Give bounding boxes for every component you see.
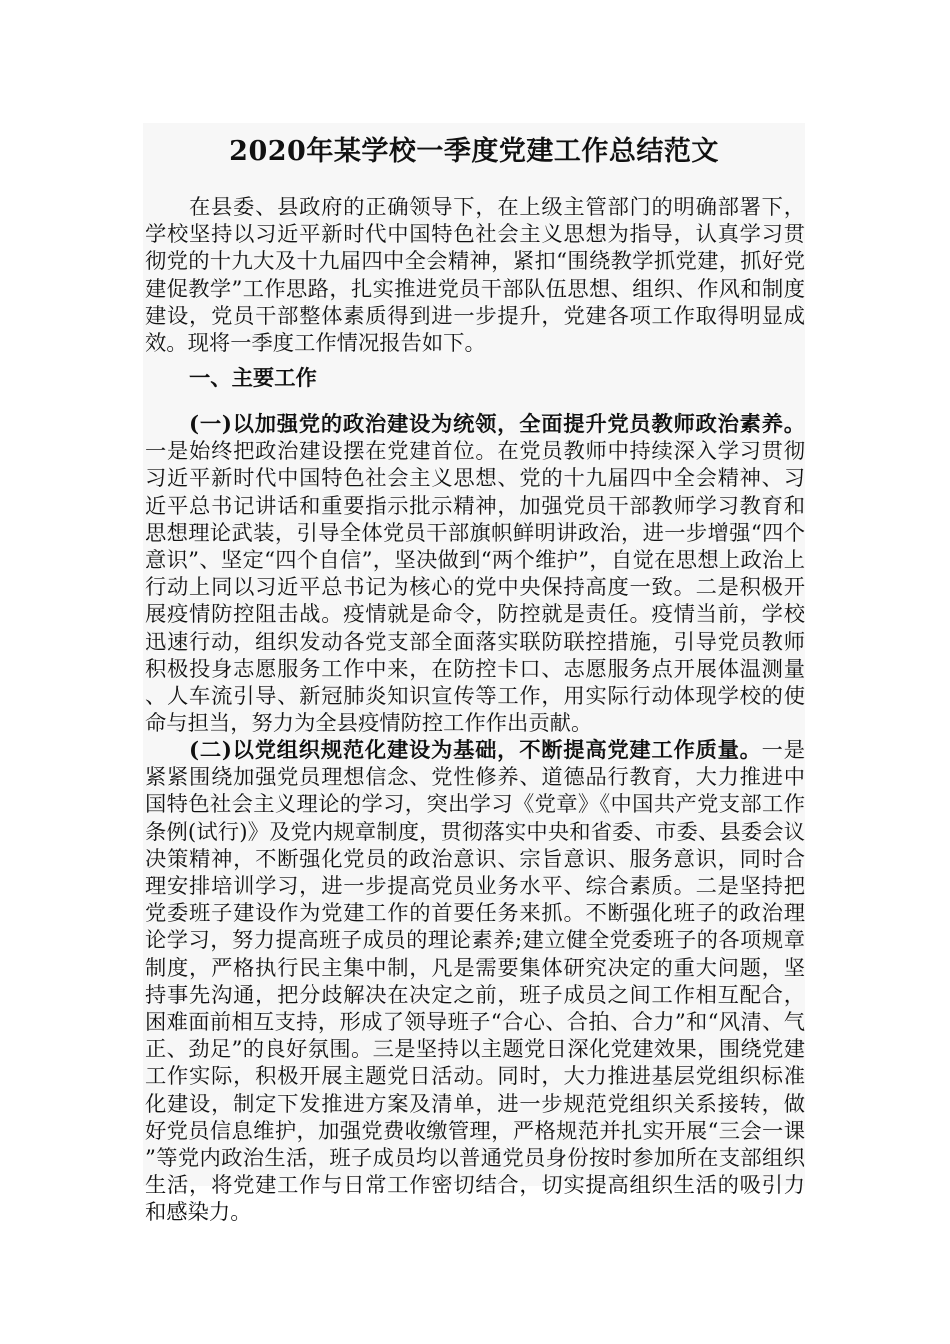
document-title: 2020年某学校一季度党建工作总结范文 <box>229 136 719 167</box>
paragraph-body-political: 一是始终把政治建设摆在党建首位。在党员教师中持续深入学习贯彻习近平新时代中国特色社会主义思想、党的十九届四中全会精神、习近平总书记讲话和重要指示批示精神，加强党员干部教师学习教育和思想理论武装，引导全体党员干部旗帜鲜明讲政治，进一步增强“四个意识”、坚定“四个自信”，坚决做到“两个维护”，自觉在思想上政治上行动上同以习近平总书记为核心的党中央保持高度一致。二是积极开展疫情防控阻击战。疫情就是命令，防控就是责任。疫情当前，学校迅速行动，组织发动各党支部全面落实联防联控措施，引导党员教师积极投身志愿服务工作中来，在防控卡口、志愿服务点开展体温测量、人车流引导、新冠肺炎知识宣传等工作，用实际行动体现学校的使命与担当，努力为全县疫情防控工作作出贡献。 <box>145 439 805 737</box>
section-heading-main-work: 一、主要工作 <box>189 366 317 391</box>
intro-paragraph: 在县委、县政府的正确领导下，在上级主管部门的明确部署下，学校坚持以习近平新时代中国特色社会主义思想为指导，认真学习贯彻党的十九大及十九届四中全会精神，紧扣“围绕教学抓党建，抓好党建促教学”工作思路，扎实推进党员干部队伍思想、组织、作风和制度建设，党员干部整体素质得到进一步提升，党建各项工作取得明显成效。现将一季度工作情况报告如下。 <box>145 195 805 357</box>
paragraph-lead-organization: (二)以党组织规范化建设为基础，不断提高党建工作质量。 <box>189 738 762 763</box>
paragraph-lead-political: (一)以加强党的政治建设为统领，全面提升党员教师政治素养。 <box>189 412 805 437</box>
paragraph-political-construction <box>145 411 805 737</box>
paragraph-organization-construction <box>145 737 805 1227</box>
paragraph-body-organization: 一是紧紧围绕加强党员理想信念、党性修养、道德品行教育，大力推进中国特色社会主义理论的学习，突出学习《党章》《中国共产党支部工作条例(试行)》及党内规章制度，贯彻落实中央和省委、市委、县委会议决策精神，不断强化党员的政治意识、宗旨意识、服务意识，同时合理安排培训学习，进一步提高党员业务水平、综合素质。二是坚持把党委班子建设作为党建工作的首要任务来抓。不断强化班子的政治理论学习，努力提高班子成员的理论素养;建立健全党委班子的各项规章制度，严格执行民主集中制，凡是需要集体研究决定的重大问题，坚持事先沟通，把分歧解决在决定之前，班子成员之间工作相互配合，困难面前相互支持，形成了领导班子“合心、合拍、合力”和“风清、气正、劲足”的良好氛围。三是坚持以主题党日深化党建效果，围绕党建工作实际，积极开展主题党日活动。同时，大力推进基层党组织标准化建设，制定下发推进方案及清单，进一步规范党组织关系接转，做好党员信息维护，加强党费收缴管理，严格规范并扎实开展“三会一课”等党内政治生活，班子成员均以普通党员身份按时参加所在支部组织生活，将党建工作与日常工作密切结合，切实提高组织生活的吸引力和感染力。 <box>145 738 805 1226</box>
